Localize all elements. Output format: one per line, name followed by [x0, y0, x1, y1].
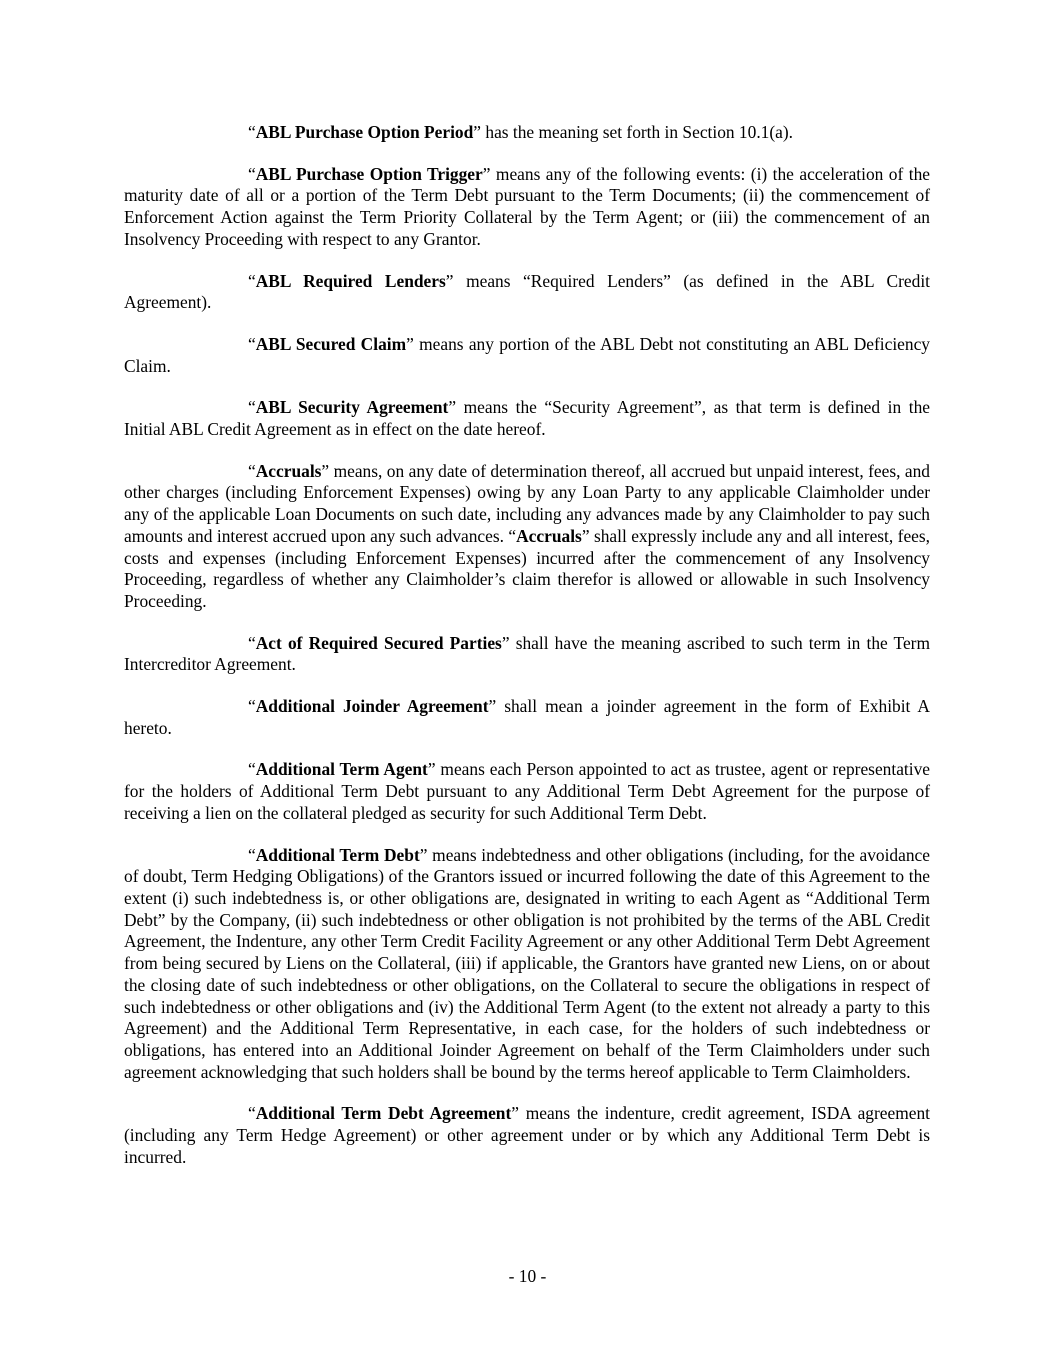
document-body [124, 122, 930, 1168]
definition-abl-required-lenders [124, 271, 930, 314]
definition-additional-term-debt-agreement [124, 1103, 930, 1168]
definition-text: shall mean a joinder agreement in the form of Exhibit A hereto. [124, 696, 930, 738]
definition-abl-purchase-option-trigger [124, 164, 930, 251]
defined-term: ABL Purchase Option Period [255, 122, 474, 142]
close-quote: ” [488, 696, 497, 717]
open-quote: “ [248, 1103, 256, 1124]
open-quote: “ [248, 696, 256, 717]
open-quote: “ [248, 163, 256, 184]
defined-term: Accruals [255, 460, 322, 481]
close-quote: ” [427, 759, 436, 780]
definition-act-of-required-secured-parties [124, 633, 930, 676]
open-quote: “ [248, 397, 256, 418]
definition-abl-purchase-option-period [124, 122, 930, 144]
definition-text: has the meaning set forth in Section 10.1(a). [481, 122, 794, 142]
close-quote: ” [419, 844, 428, 865]
definition-text: means, on any date of determination thereof, all accrued but unpaid interest, fees, and other charges (including Enforcement Expenses) owing by any Loan Party to any applicable Claimholder under any of the applicable Loan Documents on such date, including any advances made by any Claimholder to pay such amounts and interest accrued upon any such advances. “ [124, 460, 930, 546]
defined-term: ABL Security Agreement [255, 397, 449, 418]
definition-text: shall have the meaning ascribed to such term in the Term Intercreditor Agreement. [124, 632, 930, 675]
open-quote: “ [248, 460, 256, 481]
definition-text: means any portion of the ABL Debt not constituting an ABL Deficiency Claim. [124, 333, 930, 376]
defined-term: Additional Term Debt Agreement [255, 1103, 512, 1124]
defined-term: ABL Required Lenders [255, 270, 446, 291]
close-quote: ” [482, 163, 491, 184]
defined-term: Additional Term Agent [255, 759, 428, 780]
open-quote: “ [248, 759, 256, 780]
open-quote: “ [248, 632, 256, 653]
close-quote: ” [473, 122, 482, 142]
close-quote: ” [406, 333, 414, 354]
close-quote: ” [501, 632, 510, 653]
defined-term: Additional Joinder Agreement [255, 696, 489, 717]
defined-term: ABL Secured Claim [255, 333, 407, 354]
definition-text: means “Required Lenders” (as defined in the ABL Credit Agreement). [124, 270, 931, 313]
defined-term-repeat: Accruals [516, 525, 582, 546]
definition-text: means any of the following events: (i) the acceleration of the maturity date of all or a portion of the Term Debt pursuant to the Term Documents; (ii) the commencement of Enforcement Action against the Term Priority Collateral by the Term Agent; or (iii) the commencement of an Insolvency Proceeding with respect to any Grantor. [124, 163, 930, 249]
close-quote: ” [445, 270, 454, 291]
definition-text: means the indenture, credit agreement, ISDA agreement (including any Term Hedge Agreement) or other agreement under or by which any Additional Term Debt is incurred. [124, 1103, 931, 1167]
close-quote: ” [511, 1103, 519, 1124]
defined-term: Act of Required Secured Parties [255, 632, 502, 653]
definition-abl-secured-claim [124, 334, 930, 377]
open-quote: “ [248, 844, 256, 865]
open-quote: “ [248, 333, 256, 354]
defined-term: ABL Purchase Option Trigger [255, 163, 483, 184]
defined-term: Additional Term Debt [255, 844, 420, 865]
definition-additional-term-debt [124, 845, 930, 1084]
definition-abl-security-agreement [124, 397, 930, 440]
definition-text-continued: ” shall expressly include any and all interest, fees, costs and expenses (including Enforcement Expenses) incurred after the commencement of any Insolvency Proceeding, regardless of whether any Claimholder’s claim therefor is allowed or allowable in such Insolvency Proceeding. [124, 525, 930, 611]
close-quote: ” [448, 397, 457, 418]
definition-text: means indebtedness and other obligations (including, for the avoidance of doubt, Term Hedging Obligations) of the Grantors issued or incurred following the date of this Agreement to the extent (i) such indebtedness is, or other obligations are, designated in writing to each Agent as “Additional Term Debt” by the Company, (ii) such indebtedness or other obligation is not prohibited by the terms of the ABL Credit Agreement, the Indenture, any other Term Credit Facility Agreement or any other Additional Term Debt Agreement from being secured by Liens on the Collateral, (iii) if applicable, the Grantors have granted new Liens, on or about the closing date of such indebtedness or other obligations, on the Collateral to secure the obligations in respect of such indebtedness or other obligations and (iv) the Additional Term Agent (to the extent not already a party to this Agreement) and the Additional Term Representative, in each case, for the holders of such indebtedness or obligations, has entered into an Additional Joinder Agreement on behalf of the Term Claimholders under such agreement acknowledging that such holders shall be bound by the terms hereof applicable to Term Claimholders. [124, 844, 930, 1082]
definition-text: means the “Security Agreement”, as that term is defined in the Initial ABL Credit Agreement as in effect on the date hereof. [124, 397, 930, 440]
open-quote: “ [248, 122, 256, 142]
open-quote: “ [248, 270, 256, 291]
definition-additional-term-agent [124, 759, 930, 824]
definition-accruals [124, 461, 930, 613]
page-number: - 10 - [508, 1266, 547, 1286]
definition-text: means each Person appointed to act as trustee, agent or representative for the holders of Additional Term Debt pursuant to any Additional Term Debt Agreement for the purpose of receiving a lien on the collateral pledged as security for such Additional Term Debt. [124, 759, 930, 823]
definition-additional-joinder-agreement [124, 696, 930, 739]
close-quote: ” [321, 460, 330, 481]
